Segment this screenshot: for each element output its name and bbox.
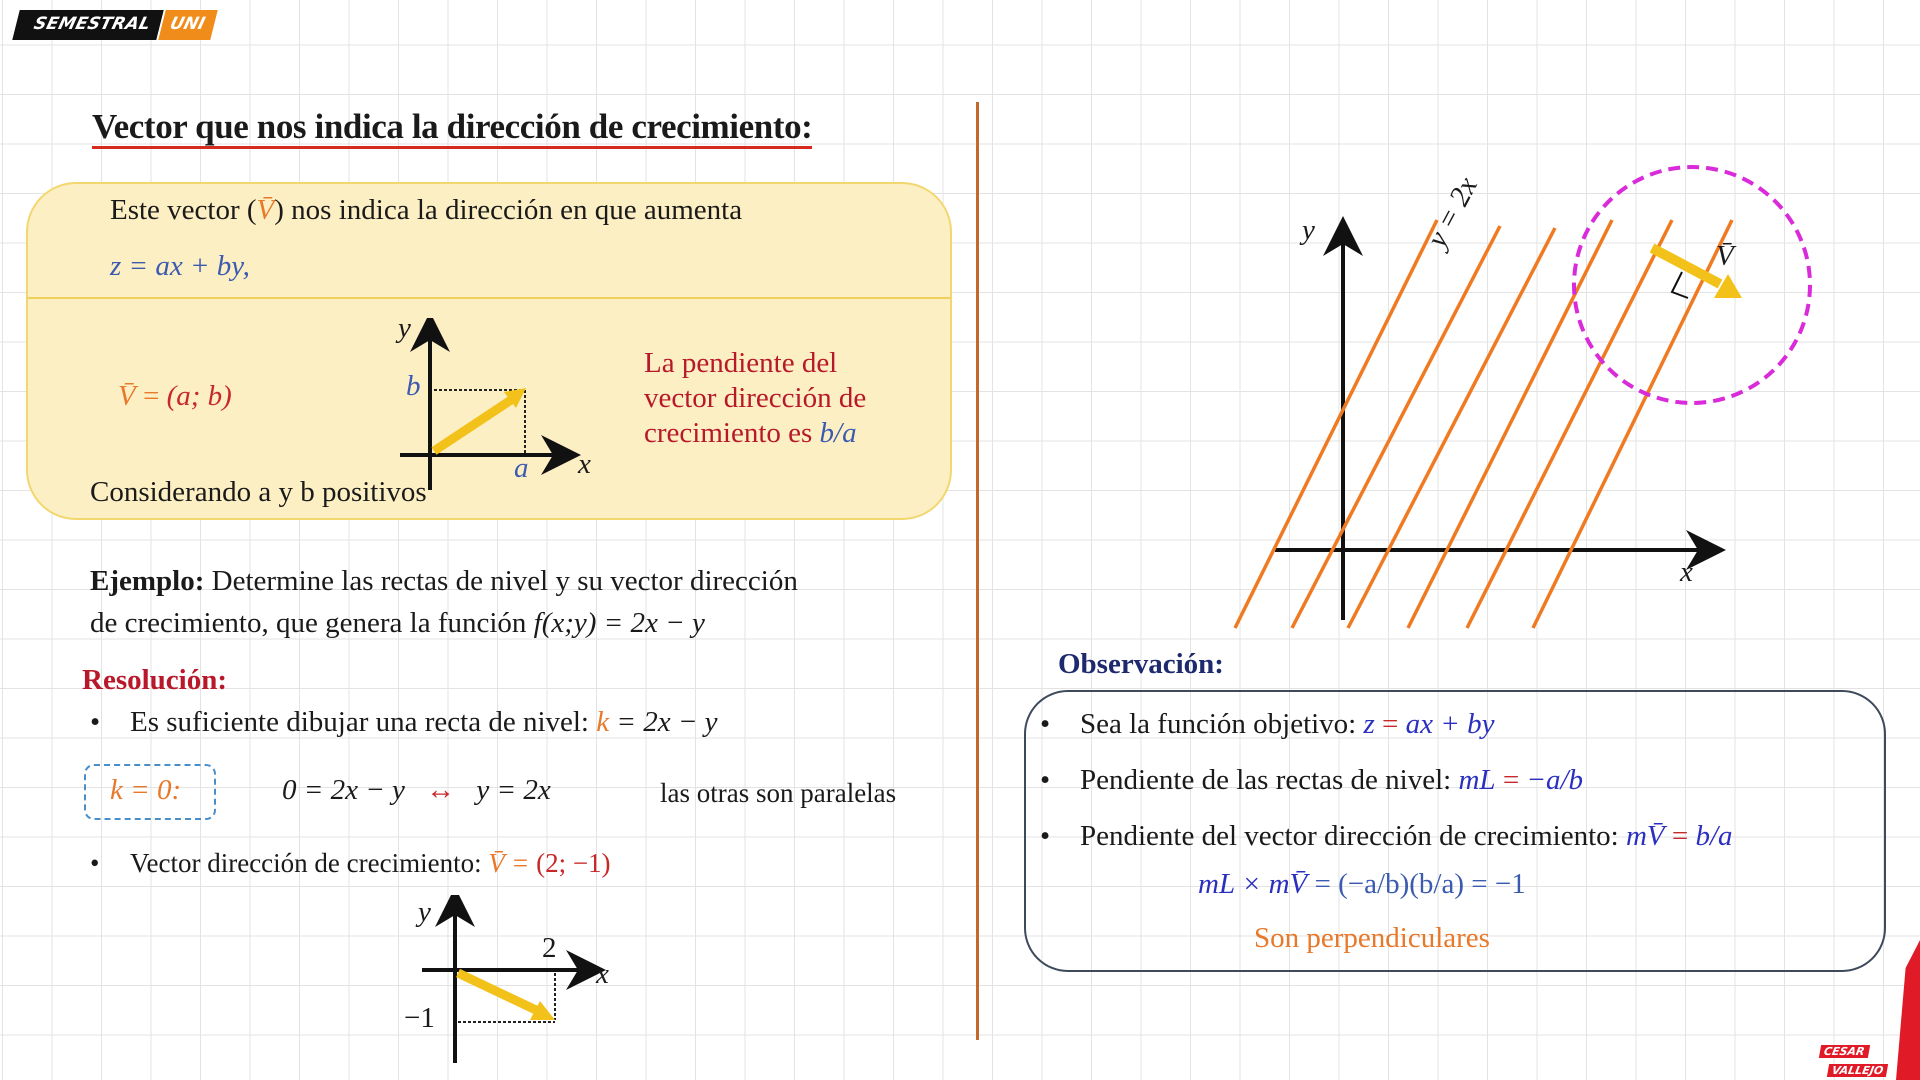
- highlight-circle: [1574, 167, 1810, 403]
- equation-left: 0 = 2x − y: [282, 774, 405, 806]
- text: ) nos indica la dirección en que aumenta: [274, 194, 743, 226]
- iff-arrow-icon: ↔: [426, 774, 456, 806]
- text: Vector dirección de crecimiento:: [130, 848, 489, 878]
- definition-line-1: [110, 194, 742, 227]
- column-divider: [976, 102, 979, 1040]
- product-rhs: = (−a/b)(b/a) = −1: [1307, 868, 1526, 900]
- slope-value: b/a: [819, 417, 857, 449]
- observation-item-2: [1080, 764, 1583, 797]
- slope-value: −a/b: [1526, 764, 1584, 796]
- level-lines: [1235, 220, 1732, 628]
- vector-symbol: V̄: [118, 380, 136, 412]
- z-symbol: z: [1363, 708, 1375, 740]
- vector-arrow: [434, 398, 514, 451]
- k-zero-equation: [282, 774, 551, 807]
- resolution-bullet-1: [130, 706, 718, 739]
- slope-value: b/a: [1695, 820, 1733, 852]
- product-lhs: mL × mV̄: [1198, 868, 1308, 900]
- k-zero-label: [110, 774, 181, 807]
- brand-line-2: VALLEJO: [1827, 1064, 1889, 1077]
- red-corner-decoration: [1896, 940, 1920, 1080]
- perpendicular-conclusion: Son perpendiculares: [1254, 922, 1490, 954]
- definition-box-divider: [28, 297, 950, 299]
- function-rhs: ax + by: [1405, 708, 1495, 740]
- y-tick: −1: [404, 1002, 435, 1034]
- a-label: a: [514, 452, 529, 484]
- equals: =: [135, 380, 167, 412]
- logo-semestral: SEMESTRAL: [12, 10, 163, 40]
- vector-symbol: V̄: [256, 194, 275, 226]
- resolution-bullet-2: [130, 848, 611, 879]
- x-label: x: [578, 448, 591, 480]
- resolution-label: Resolución:: [82, 664, 227, 696]
- objective-function: z = ax + by,: [110, 250, 250, 282]
- line-label-y-2x: y = 2x: [1420, 171, 1485, 253]
- slope-note-line: crecimiento es: [644, 417, 820, 449]
- text: Este vector (: [110, 194, 257, 226]
- text: Pendiente del vector dirección de crecimiento:: [1080, 820, 1626, 852]
- page-title: Vector que nos indica la dirección de crecimiento:: [92, 108, 812, 149]
- equals: =: [1664, 820, 1696, 852]
- equals: =: [1374, 708, 1406, 740]
- equals: =: [1495, 764, 1527, 796]
- vector-label: V̄: [1716, 240, 1734, 272]
- slope-symbol: mL: [1458, 764, 1496, 796]
- x-label: x: [1680, 556, 1693, 588]
- text: Sea la función objetivo:: [1080, 708, 1364, 740]
- vector-value: (2; −1): [536, 848, 611, 878]
- example-label: Ejemplo:: [90, 565, 205, 597]
- k-zero-text: k = 0:: [110, 774, 182, 806]
- slope-note-line: La pendiente del: [644, 347, 838, 379]
- brand-line-1: CESAR: [1819, 1045, 1870, 1058]
- y-label: y: [398, 312, 411, 344]
- observation-title: Observación:: [1058, 648, 1224, 680]
- x-label: x: [596, 958, 609, 990]
- text: Es suficiente dibujar una recta de nivel:: [130, 706, 597, 738]
- slope-note-line: vector dirección de: [644, 382, 867, 414]
- considering-note: Considerando a y b positivos: [90, 476, 427, 508]
- observation-item-1: [1080, 708, 1494, 741]
- example-text: Determine las rectas de nivel y su vector dirección: [204, 565, 798, 597]
- x-tick: 2: [542, 932, 557, 964]
- example-function: f(x;y) = 2x − y: [533, 607, 705, 639]
- slope-product: [1198, 868, 1526, 901]
- observation-item-3: [1080, 820, 1733, 853]
- cesar-vallejo-logo: [1820, 1040, 1886, 1077]
- vector-ab-diagram: [390, 318, 610, 498]
- example-statement: [90, 560, 960, 644]
- text: Pendiente de las rectas de nivel:: [1080, 764, 1459, 796]
- logo-uni: UNI: [158, 10, 218, 40]
- example-text: de crecimiento, que genera la función: [90, 607, 534, 639]
- b-label: b: [406, 370, 421, 402]
- slope-note: [644, 346, 866, 451]
- parallel-note: las otras son paralelas: [660, 778, 897, 808]
- level-line-equation: = 2x − y: [609, 706, 718, 738]
- k-symbol: k: [596, 706, 610, 738]
- y-label: y: [418, 896, 431, 928]
- semestral-uni-logo: [16, 10, 214, 40]
- equation-right: y = 2x: [476, 774, 551, 806]
- y-label: y: [1302, 214, 1315, 246]
- vector-symbol: V̄ =: [488, 848, 537, 878]
- vector-definition: [118, 380, 232, 413]
- vector-components: (a; b): [166, 380, 232, 412]
- slope-symbol: mV̄: [1625, 820, 1665, 852]
